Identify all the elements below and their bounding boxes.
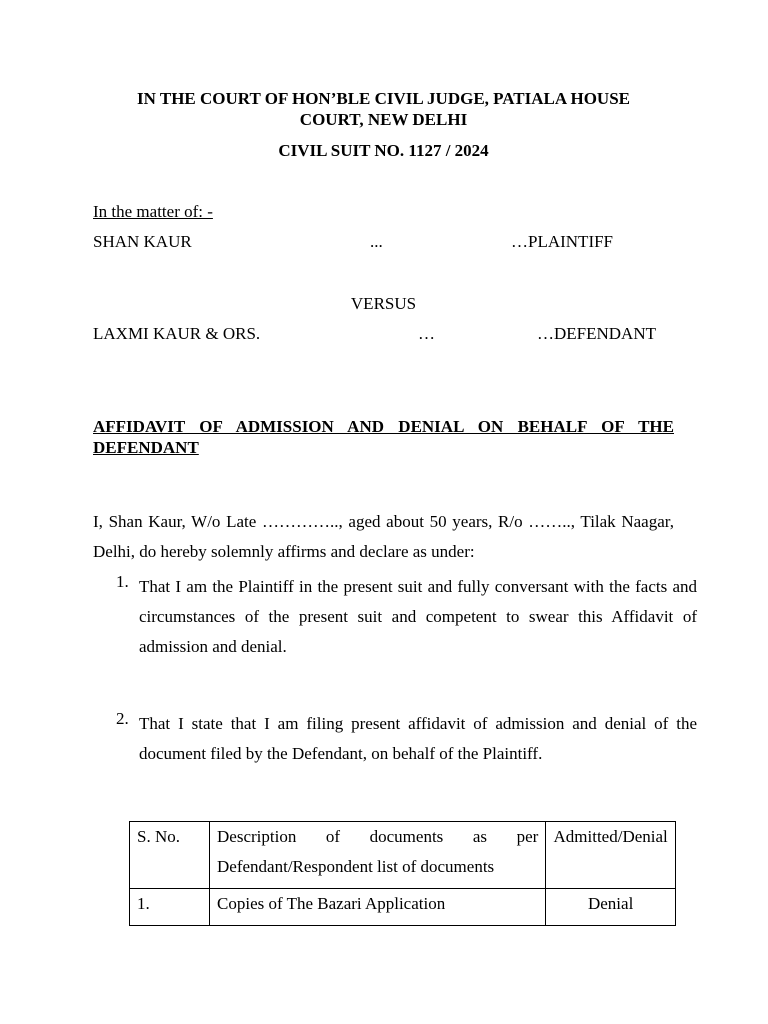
versus-label: VERSUS [350, 294, 417, 313]
affidavit-heading: AFFIDAVIT OF ADMISSION AND DENIAL ON BEHALF OF THE DEFENDANT [93, 417, 674, 457]
court-title-line1: IN THE COURT OF HON’BLE CIVIL JUDGE, PATIALA HOUSE [137, 89, 630, 108]
plaintiff-role: …PLAINTIFF [511, 232, 614, 251]
header-description-line1: Description of documents as per [217, 827, 539, 846]
table-row [130, 889, 676, 926]
table-header-row [130, 822, 676, 889]
header-sno: S. No. [130, 822, 210, 889]
documents-table [129, 821, 676, 926]
row-description: Copies of The Bazari Application [210, 889, 546, 926]
header-status: Admitted/Denial [546, 822, 676, 889]
defendant-line [93, 324, 674, 344]
defendant-name: LAXMI KAUR & ORS. [93, 324, 261, 343]
row-sno: 1. [130, 889, 210, 926]
document-page [93, 0, 697, 1024]
defendant-role: …DEFENDANT [537, 324, 656, 343]
plaintiff-name: SHAN KAUR [93, 232, 192, 251]
defendant-dots: … [418, 324, 435, 343]
intro-paragraph: I, Shan Kaur, W/o Late ………….., aged about 50 years, R/o …….., Tilak Naagar, Delhi, do hereby solemnly affirms and declare as under: [93, 512, 674, 561]
list-item-text: That I state that I am filing present affidavit of admission and denial of the document filed by the Defendant, on behalf of the Plaintiff. [139, 714, 697, 763]
header-description-line2: Defendant/Respondent list of documents [217, 857, 495, 876]
court-title-line2: COURT, NEW DELHI [299, 110, 468, 129]
suit-number: CIVIL SUIT NO. 1127 / 2024 [278, 141, 489, 160]
matter-label: In the matter of: - [93, 202, 213, 221]
list-item-number: 2. [116, 709, 129, 728]
court-title [93, 88, 674, 130]
plaintiff-dots: ... [370, 232, 383, 251]
row-status: Denial [546, 889, 676, 926]
header-description [210, 822, 546, 889]
list-item-text: That I am the Plaintiff in the present suit and fully conversant with the facts and circumstances of the present suit and competent to swear this Affidavit of admission and denial. [139, 577, 697, 656]
plaintiff-line [93, 232, 674, 252]
list-item-number: 1. [116, 572, 129, 591]
